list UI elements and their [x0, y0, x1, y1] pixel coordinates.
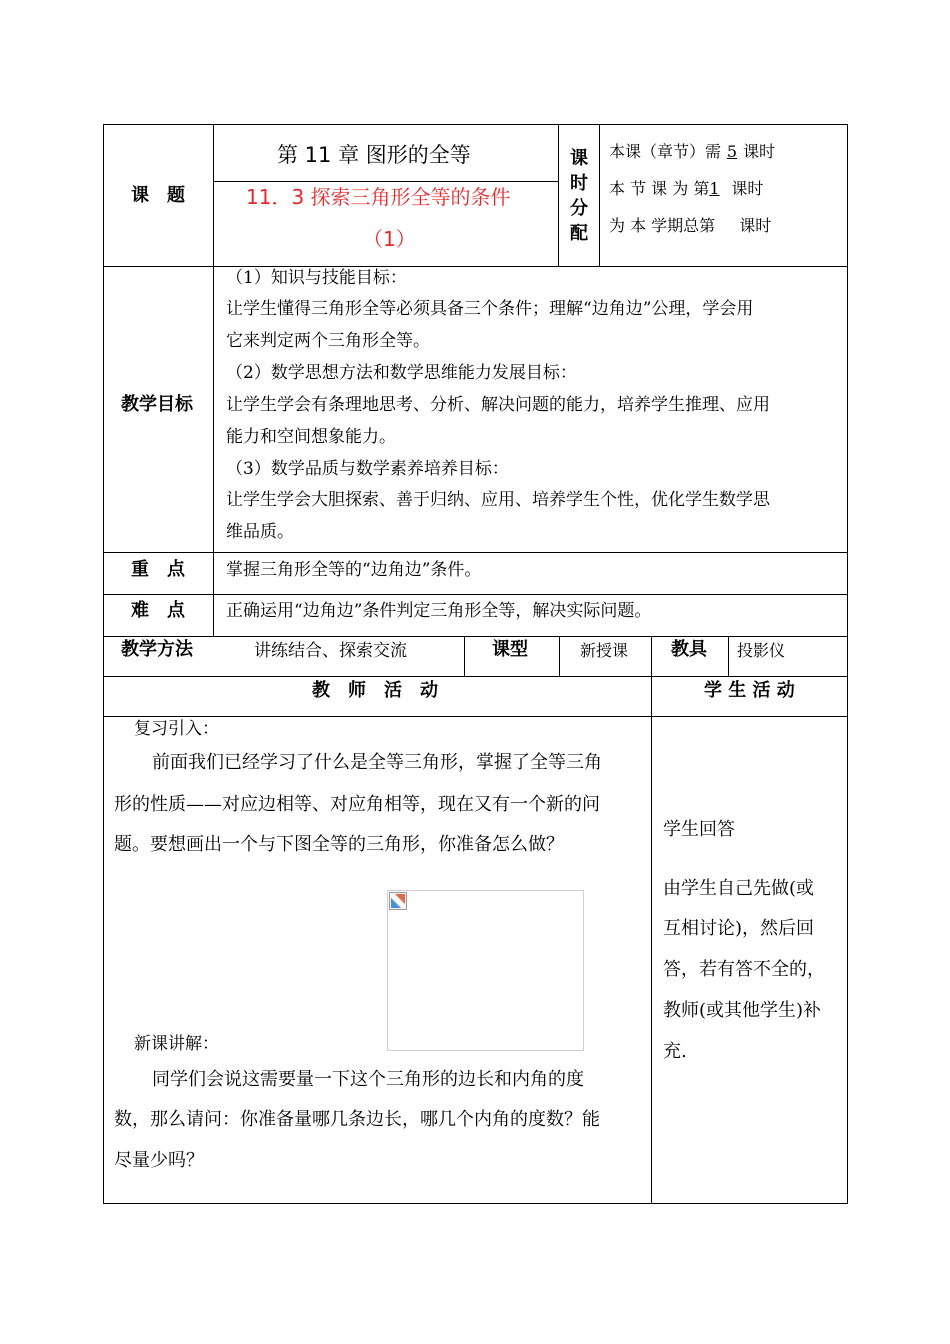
student-line: 互相讨论)，然后回: [663, 918, 815, 939]
objective-line: 让学生学会有条理地思考、分析、解决问题的能力，培养学生推理、应用: [226, 395, 770, 415]
objective-line: 让学生学会大胆探索、善于归纳、应用、培养学生个性，优化学生数学思: [226, 490, 770, 510]
teacher-line: 新课讲解：: [134, 1034, 219, 1054]
chapter-title: 第 11 章 图形的全等: [277, 143, 471, 167]
divider: [464, 636, 465, 676]
teacher-line: 前面我们已经学习了什么是全等三角形，掌握了全等三角: [152, 752, 602, 773]
hours-value: 1: [709, 179, 720, 198]
objectives-label: 教学目标: [121, 394, 193, 415]
divider: [558, 124, 559, 267]
difficulty-label: 难 点: [131, 600, 185, 621]
teacher-line: 同学们会说这需要量一下这个三角形的边长和内角的度: [152, 1069, 584, 1090]
divider: [599, 124, 600, 267]
teacher-line: 题。要想画出一个与下图全等的三角形，你准备怎么做？: [114, 834, 564, 855]
student-line: 教师(或其他学生)补: [663, 1000, 822, 1021]
objective-line: 维品质。: [226, 522, 294, 542]
broken-image-icon: [389, 892, 407, 910]
table-border-bottom: [103, 1203, 848, 1204]
teaching-tool-label: 教具: [671, 639, 707, 660]
objective-line: 让学生懂得三角形全等必须具备三个条件；理解“边角边”公理，学会用: [226, 299, 754, 319]
student-activity-header: 学 生 活 动: [704, 680, 795, 701]
teaching-tool-value: 投影仪: [737, 641, 786, 660]
teacher-line: 形的性质——对应边相等、对应角相等，现在又有一个新的问: [114, 794, 600, 815]
hours-text: 课时: [739, 216, 772, 235]
lesson-number: [609, 179, 763, 199]
teacher-line: 尽量少吗？: [114, 1150, 204, 1171]
section-title: 11．3 探索三角形全等的条件: [246, 185, 511, 209]
hours-text: 本课（章节）需: [609, 142, 722, 161]
section-title-part: （1）: [363, 227, 416, 251]
divider: [103, 716, 848, 717]
divider: [103, 266, 848, 267]
time-allocation-label-char: 配: [570, 223, 588, 244]
semester-total: [609, 216, 771, 236]
objective-line: （3）数学品质与数学素养培养目标：: [226, 459, 509, 479]
lesson-type-value: 新授课: [580, 641, 629, 660]
table-border-top: [103, 124, 848, 125]
divider: [103, 594, 848, 595]
difficulty-text: 正确运用“边角边”条件判定三角形全等，解决实际问题。: [226, 601, 652, 621]
objective-line: 能力和空间想象能力。: [226, 427, 396, 447]
key-point-text: 掌握三角形全等的“边角边”条件。: [226, 560, 482, 580]
divider: [213, 181, 559, 182]
method-label: 教学方法: [121, 639, 193, 660]
divider: [103, 552, 848, 553]
teacher-line: 复习引入：: [134, 719, 219, 739]
student-line: 学生回答: [663, 819, 735, 840]
hours-text: 课时: [743, 142, 776, 161]
topic-label: 课 题: [131, 185, 185, 206]
student-line: 答，若有答不全的，: [663, 959, 825, 980]
divider: [651, 636, 652, 1204]
time-allocation-label-char: 分: [570, 198, 588, 219]
hours-value: 5: [726, 142, 738, 161]
triangle-figure: [387, 890, 584, 1051]
teacher-activity-header: 教 师 活 动: [312, 680, 438, 701]
time-allocation-label-char: 课: [570, 148, 588, 169]
hours-text: 为 本 学期总第: [609, 216, 716, 235]
divider: [728, 636, 729, 676]
teacher-line: 数，那么请问：你准备量哪几条边长，哪几个内角的度数？能: [114, 1109, 600, 1130]
divider: [559, 636, 560, 676]
key-point-label: 重 点: [131, 559, 185, 580]
method-value: 讲练结合、探索交流: [254, 641, 407, 661]
time-allocation-label-char: 时: [570, 173, 588, 194]
hours-required: [609, 142, 775, 162]
table-border-left: [103, 124, 104, 1204]
hours-text: 本 节 课 为 第: [609, 179, 710, 198]
lesson-type-label: 课型: [492, 639, 528, 660]
table-border-right: [847, 124, 848, 1204]
objective-line: （1）知识与技能目标：: [226, 268, 407, 288]
hours-text: 课时: [731, 179, 764, 198]
student-line: 由学生自己先做(或: [663, 878, 815, 899]
divider: [103, 636, 848, 637]
divider: [103, 676, 848, 677]
objective-line: 它来判定两个三角形全等。: [226, 331, 430, 351]
divider: [213, 124, 214, 636]
objective-line: （2）数学思想方法和数学思维能力发展目标：: [226, 363, 577, 383]
student-line: 充.: [663, 1041, 687, 1062]
